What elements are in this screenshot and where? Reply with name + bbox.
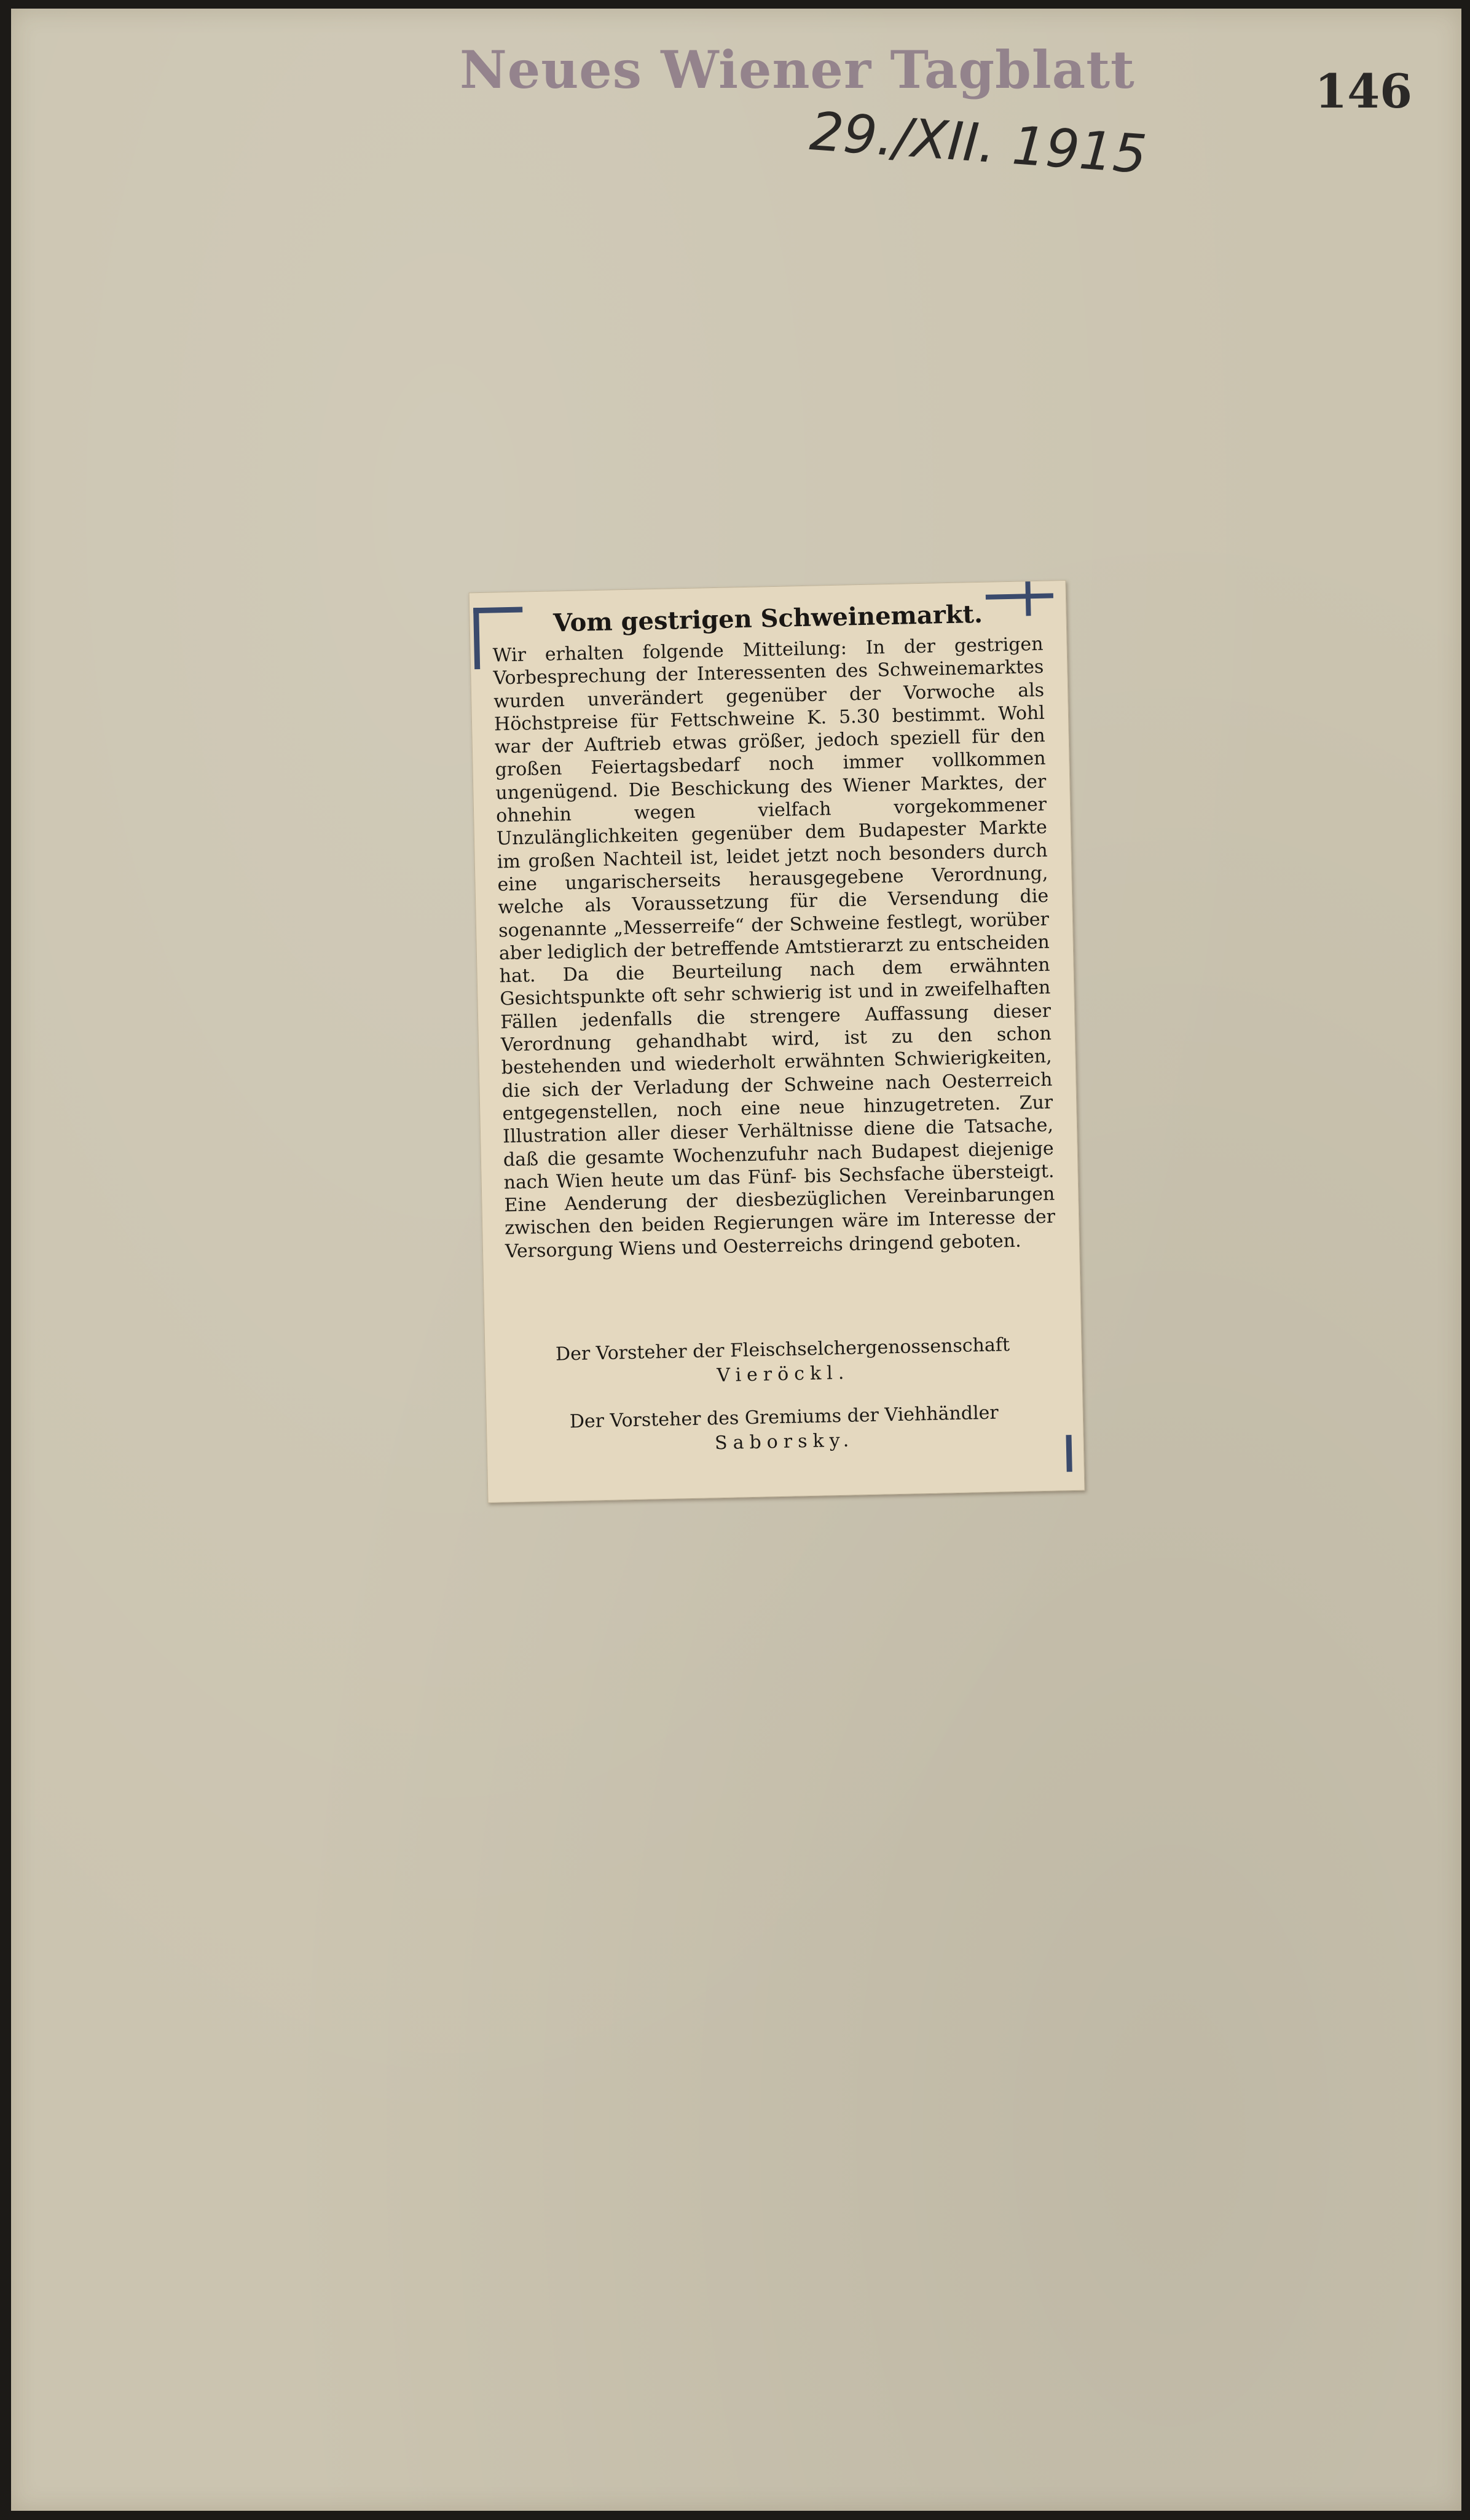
corner-mark-top-right [1025,581,1031,616]
page-number: 146 [1315,64,1412,119]
article-body: Wir erhalten folgende Mitteilung: In der gestrigen Vorbesprechung der Interessenten des Schweinemarktes wurden unverändert gegenüber der Vorwoche als Höchstpreise für Fettschweine K. 5.30 bestimmt. Wohl war der Auftrieb etwas größer, jedoch speziell für den großen Feiertagsbedarf noch immer vollkommen ungenügend. Die Beschickung des Wiener Marktes, der ohnehin wegen vielfach vorgekommener Unzulänglichkeiten gegenüber dem Budapester Markte im großen Nachteil ist, leidet jetzt noch besonders durch eine ungarischerseits herausgegebene Verordnung, welche als Voraussetzung für die Versendung die sogenannte „Messerreife“ der Schweine festlegt, worüber aber lediglich der betreffende Amtstierarzt zu entscheiden hat. Da die Beurteilung nach dem erwähnten Gesichtspunkte oft sehr schwierig ist und in zweifelhaften Fällen jedenfalls die strengere Auffassung dieser Verordnung gehandhabt wird, ist zu den schon bestehenden und wiederholt erwähnten Schwierigkeiten, die sich der Verladung der Schweine nach Oesterreich entgegenstellen, noch eine neue hinzugetreten. Zur Illustration aller dieser Verhältnisse diene die Tatsache, daß die gesamte Wochenzufuhr nach Budapest diejenige nach Wien heute um das Fünf- bis Sechsfache übersteigt. Eine Aenderung der diesbezüglichen Vereinbarungen zwischen den beiden Regierungen wäre im Interesse der Versorgung Wiens und Oesterreichs dringend geboten. [492,633,1056,1263]
archive-sheet [11,9,1461,2511]
signature-block [507,1332,1058,1393]
signature-block [508,1400,1059,1461]
signature-name: Vieröckl. [716,1362,850,1387]
handwritten-date: 29./XII. 1915 [808,101,1149,186]
corner-mark-top-left [473,607,522,614]
signature-title: Der Vorsteher der Fleischselchergenossenschaft [555,1334,1010,1365]
article-headline: Vom gestrigen Schweinemarkt. [552,599,983,638]
corner-mark-bottom-right [1066,1435,1072,1472]
newspaper-clipping [469,580,1085,1503]
signature-title: Der Vorsteher des Gremiums der Viehhändler [569,1402,999,1433]
newspaper-name-stamp: Neues Wiener Tagblatt [460,39,1135,100]
signature-name: Saborsky. [714,1429,855,1454]
corner-mark-top-left [473,608,480,669]
